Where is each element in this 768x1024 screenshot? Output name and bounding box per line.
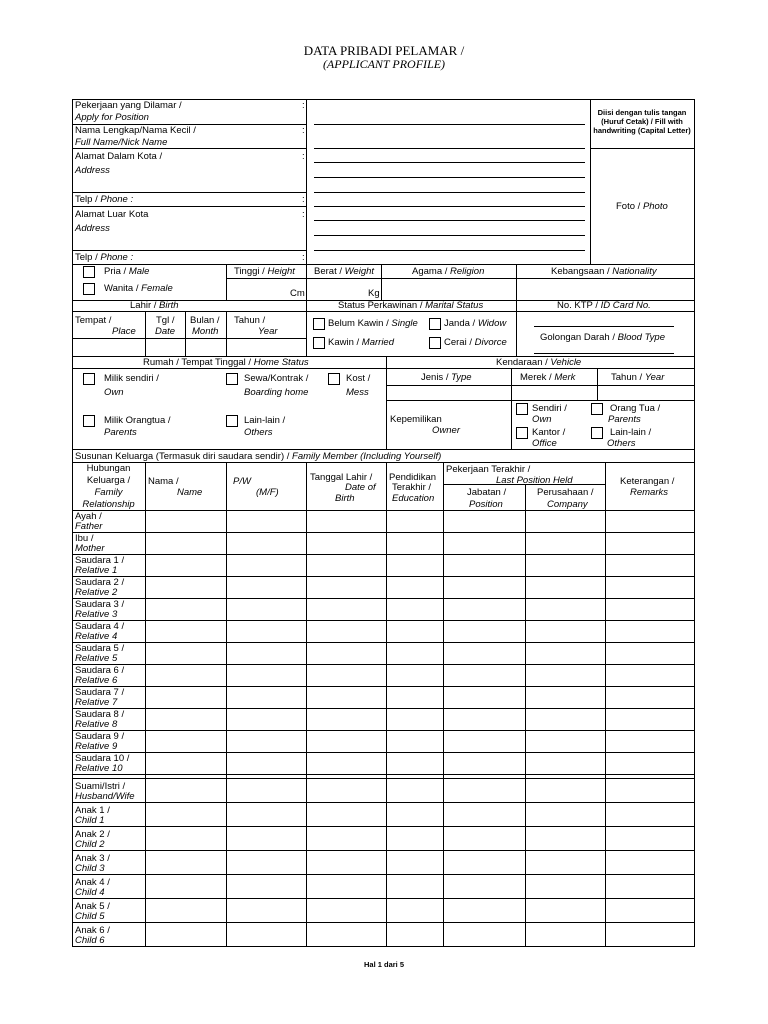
table-row-label: Saudara 5 / [75,643,125,654]
checkbox-vehicle-own[interactable] [516,403,528,415]
checkbox-male[interactable] [83,266,95,278]
table-row-label: Anak 6 / [75,925,110,936]
table-row-label: Ayah / [75,511,102,522]
colon: : [302,194,305,205]
family-header: Susunan Keluarga (Termasuk diri saudara sendir) / Family Member (Including Yourself) [75,451,442,462]
address-out-label: Alamat Luar Kota [75,209,149,220]
checkbox-female[interactable] [83,283,95,295]
table-row-label: Anak 1 / [75,805,110,816]
address-in-label-en: Address [75,165,110,176]
table-row-label-en: Child 4 [75,887,105,898]
phone-label: Telp / Phone : [75,194,134,205]
photo-note: Diisi dengan tulis tangan (Huruf Cetak) / Fill with handwriting (Capital Letter) [593,108,691,135]
table-row-label-en: Husband/Wife [75,791,135,802]
table-row-label-en: Child 2 [75,839,105,850]
table-row-label: Saudara 2 / [75,577,125,588]
address-in-label: Alamat Dalam Kota / [75,151,163,162]
checkbox-widow[interactable] [429,318,441,330]
checkbox-married[interactable] [313,337,325,349]
page-subtitle: (APPLICANT PROFILE) [322,57,446,71]
table-row-label-en: Child 6 [75,935,105,946]
full-name-label: Nama Lengkap/Nama Kecil / [75,125,196,136]
table-row-label-en: Child 1 [75,815,105,826]
checkbox-home-mess[interactable] [328,373,340,385]
table-row-label: Suami/Istri / [75,781,126,792]
checkbox-single[interactable] [313,318,325,330]
colon: : [302,151,305,162]
table-row-label: Saudara 10 / [75,753,130,764]
phone2-label: Telp / Phone : [75,252,134,263]
checkbox-home-boarding[interactable] [226,373,238,385]
colon: : [302,209,305,220]
table-row-label-en: Mother [75,543,105,554]
table-row-label-en: Relative 8 [75,719,118,730]
page-number: Hal 1 dari 5 [363,960,405,969]
table-row-label-en: Relative 10 [75,763,123,774]
checkbox-home-parents[interactable] [83,415,95,427]
checkbox-vehicle-others[interactable] [591,427,603,439]
address-out-label-en: Address [75,223,110,234]
photo-label: Foto / Photo [616,201,668,212]
table-row-label: Saudara 8 / [75,709,125,720]
table-row-label-en: Child 5 [75,911,105,922]
table-row-label: Saudara 1 / [75,555,125,566]
checkbox-divorce[interactable] [429,337,441,349]
checkbox-vehicle-office[interactable] [516,427,528,439]
table-row-label-en: Child 3 [75,863,105,874]
table-row-label-en: Relative 1 [75,565,118,576]
table-row-label: Anak 4 / [75,877,110,888]
table-row-label: Saudara 6 / [75,665,125,676]
table-row-label-en: Relative 9 [75,741,118,752]
checkbox-home-others[interactable] [226,415,238,427]
table-row-label: Saudara 3 / [75,599,125,610]
table-row-label-en: Relative 3 [75,609,118,620]
table-row-label-en: Relative 4 [75,631,118,642]
table-row-label-en: Relative 7 [75,697,118,708]
table-row-label-en: Relative 2 [75,587,118,598]
table-row-label: Saudara 4 / [75,621,125,632]
table-row-label: Saudara 9 / [75,731,125,742]
colon: : [302,100,305,111]
table-row-label: Saudara 7 / [75,687,125,698]
colon: : [302,252,305,263]
table-row-label: Anak 2 / [75,829,110,840]
table-row-label: Ibu / [75,533,94,544]
checkbox-vehicle-parents[interactable] [591,403,603,415]
full-name-label-en: Full Name/Nick Name [75,137,168,148]
table-row-label: Anak 5 / [75,901,110,912]
table-row-label: Anak 3 / [75,853,110,864]
colon: : [302,125,305,136]
table-row-label-en: Father [75,521,103,532]
table-row-label-en: Relative 5 [75,653,118,664]
apply-for-label-en: Apply for Position [75,112,149,123]
table-row-label-en: Relative 6 [75,675,118,686]
page-title: DATA PRIBADI PELAMAR / [303,43,465,58]
checkbox-home-own[interactable] [83,373,95,385]
apply-for-label: Pekerjaan yang Dilamar / [75,100,182,111]
